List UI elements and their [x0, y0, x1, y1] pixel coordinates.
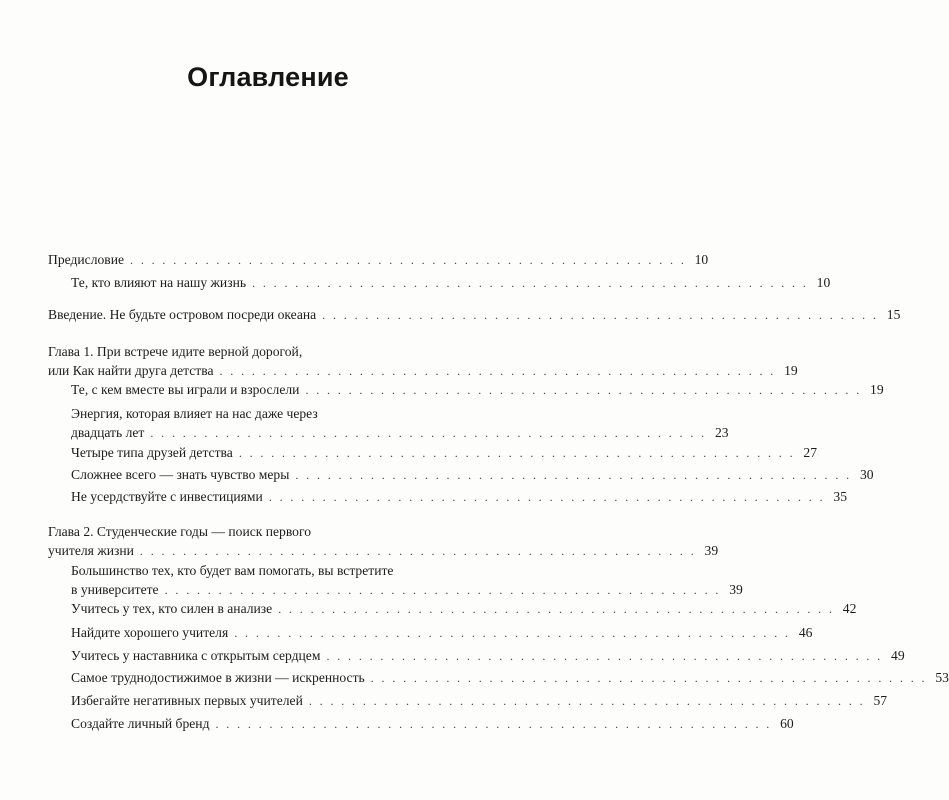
toc-page-number: 15 — [886, 307, 901, 322]
dot-leader: . . . . . . . . . . . . . . . . . . . . . . . . . . . . . . . . . . . . . . . . . . . . . . . . . . . . — [278, 602, 835, 616]
toc-entry-title: Самое труднодостижимое в жизни — искренность — [71, 670, 365, 685]
toc-entry-section[interactable] — [71, 715, 794, 733]
toc-entry-title: Избегайте негативных первых учителей — [71, 693, 303, 708]
toc-page-number: 49 — [891, 648, 905, 663]
dot-leader: . . . . . . . . . . . . . . . . . . . . . . . . . . . . . . . . . . . . . . . . . . . . . . . . . . . . — [164, 583, 721, 597]
toc-entry-title-line1: Глава 1. При встрече идите верной дорогой, — [48, 344, 303, 359]
dot-leader: . . . . . . . . . . . . . . . . . . . . . . . . . . . . . . . . . . . . . . . . . . . . . . . . . . . . — [219, 364, 776, 378]
toc-entry-chapter-1[interactable] — [48, 343, 798, 380]
dot-leader: . . . . . . . . . . . . . . . . . . . . . . . . . . . . . . . . . . . . . . . . . . . . . . . . . . . . — [150, 426, 707, 440]
toc-entry-section[interactable] — [71, 562, 743, 599]
dot-leader: . . . . . . . . . . . . . . . . . . . . . . . . . . . . . . . . . . . . . . . . . . . . . . . . . . . . — [305, 383, 862, 397]
toc-entry-title-line1: Энергия, которая влияет на нас даже через — [71, 406, 318, 421]
toc-entry-title: в университете — [71, 582, 159, 597]
dot-leader: . . . . . . . . . . . . . . . . . . . . . . . . . . . . . . . . . . . . . . . . . . . . . . . . . . . . — [370, 671, 927, 685]
toc-entry-section[interactable] — [71, 647, 905, 665]
toc-page-number: 30 — [859, 467, 874, 482]
toc-entry-introduction[interactable] — [48, 306, 901, 324]
toc-entry-title: Введение. Не будьте островом посреди океана — [48, 307, 317, 322]
toc-entry-title: Создайте личный бренд — [71, 716, 210, 731]
toc-page-number: 60 — [780, 716, 794, 731]
toc-page-number: 23 — [714, 425, 729, 440]
dot-leader: . . . . . . . . . . . . . . . . . . . . . . . . . . . . . . . . . . . . . . . . . . . . . . . . . . . . — [238, 446, 796, 460]
toc-entry-title: Те, кто влияют на нашу жизнь — [71, 275, 247, 290]
toc-entry-section[interactable] — [71, 466, 874, 484]
toc-page-number: 19 — [784, 363, 798, 378]
toc-page-number: 53 — [935, 670, 949, 685]
toc-entry-section[interactable] — [71, 624, 813, 642]
toc-entry-section[interactable] — [71, 274, 831, 292]
dot-leader: . . . . . . . . . . . . . . . . . . . . . . . . . . . . . . . . . . . . . . . . . . . . . . . . . . . . — [215, 717, 772, 731]
toc-entry-title: Четыре типа друзей детства — [71, 445, 233, 460]
toc-entry-preface[interactable] — [48, 251, 709, 269]
toc-page-number: 57 — [873, 693, 888, 708]
dot-leader: . . . . . . . . . . . . . . . . . . . . . . . . . . . . . . . . . . . . . . . . . . . . . . . . . . . . — [139, 544, 697, 558]
toc-entry-section[interactable] — [71, 600, 857, 618]
toc-entry-title: Учитесь у тех, кто силен в анализе — [71, 601, 273, 616]
toc-page-number: 19 — [870, 382, 884, 397]
page-title: Оглавление — [187, 62, 349, 92]
dot-leader: . . . . . . . . . . . . . . . . . . . . . . . . . . . . . . . . . . . . . . . . . . . . . . . . . . . . — [326, 649, 883, 663]
toc-entry-title: Найдите хорошего учителя — [71, 625, 229, 640]
toc-page-number: 27 — [803, 445, 818, 460]
toc-entry-title: Учитесь у наставника с открытым сердцем — [71, 648, 321, 663]
dot-leader: . . . . . . . . . . . . . . . . . . . . . . . . . . . . . . . . . . . . . . . . . . . . . . . . . . . . — [130, 253, 687, 267]
toc-entry-section[interactable] — [71, 444, 818, 462]
dot-leader: . . . . . . . . . . . . . . . . . . . . . . . . . . . . . . . . . . . . . . . . . . . . . . . . . . . . — [252, 276, 809, 290]
toc-page-number: 10 — [694, 252, 709, 267]
toc-entry-title: двадцать лет — [71, 425, 145, 440]
dot-leader: . . . . . . . . . . . . . . . . . . . . . . . . . . . . . . . . . . . . . . . . . . . . . . . . . . . . — [268, 490, 826, 504]
dot-leader: . . . . . . . . . . . . . . . . . . . . . . . . . . . . . . . . . . . . . . . . . . . . . . . . . . . . — [322, 308, 879, 322]
toc-entry-section[interactable] — [71, 488, 848, 506]
toc-entry-title: учителя жизни — [48, 543, 134, 558]
toc-entry-section[interactable] — [71, 692, 888, 710]
toc-page-number: 46 — [798, 625, 813, 640]
dot-leader: . . . . . . . . . . . . . . . . . . . . . . . . . . . . . . . . . . . . . . . . . . . . . . . . . . . . — [308, 694, 866, 708]
toc-page-number: 10 — [816, 275, 831, 290]
toc-entry-section[interactable] — [71, 381, 884, 399]
toc-entry-title-line1: Большинство тех, кто будет вам помогать, вы встретите — [71, 563, 394, 578]
toc-page-number: 39 — [704, 543, 719, 558]
toc-page-number: 39 — [729, 582, 743, 597]
dot-leader: . . . . . . . . . . . . . . . . . . . . . . . . . . . . . . . . . . . . . . . . . . . . . . . . . . . . — [295, 468, 852, 482]
toc-entry-title: Сложнее всего — знать чувство меры — [71, 467, 290, 482]
toc-entry-section[interactable] — [71, 405, 729, 442]
toc-entry-title: или Как найти друга детства — [48, 363, 214, 378]
toc-entry-title-line1: Глава 2. Студенческие годы — поиск первого — [48, 524, 312, 539]
toc-entry-title: Предисловие — [48, 252, 125, 267]
toc-page-number: 35 — [833, 489, 848, 504]
toc-page-number: 42 — [842, 601, 857, 616]
toc-entry-title: Не усердствуйте с инвестициями — [71, 489, 263, 504]
toc-entry-chapter-2[interactable] — [48, 523, 719, 560]
dot-leader: . . . . . . . . . . . . . . . . . . . . . . . . . . . . . . . . . . . . . . . . . . . . . . . . . . . . — [234, 626, 791, 640]
toc-entry-section[interactable] — [71, 669, 949, 687]
toc-entry-title: Те, с кем вместе вы играли и взрослели — [71, 382, 300, 397]
